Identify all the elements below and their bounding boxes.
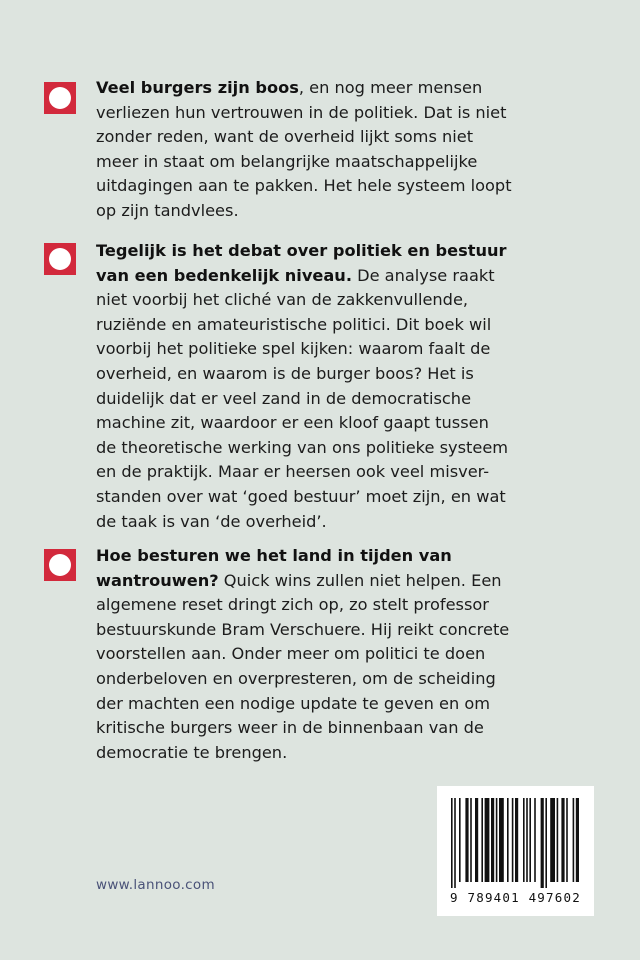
barcode-bar [459,798,461,882]
barcode-bar [523,798,525,882]
paragraph-3 [96,544,566,765]
text-line [96,239,566,264]
barcode-bar [557,798,559,882]
text-line [96,264,566,289]
paragraph-2 [96,239,566,534]
body-text: Quick wins zullen niet helpen. Een [218,570,502,590]
barcode-bar [541,798,544,888]
barcode-bar [512,798,514,882]
body-text: zonder reden, want de overheid lijkt soms niet [96,127,474,147]
barcode-bar [550,798,555,882]
barcode-bar [526,798,528,882]
text-line [96,544,566,569]
bold-lead-text: Tegelijk is het debat over politiek en bestuur [96,241,507,260]
bold-lead-text: van een bedenkelijk niveau. [96,265,352,285]
text-line [96,716,566,741]
barcode [437,786,594,916]
text-line [96,692,566,717]
text-line [96,387,566,412]
body-text: bestuurskunde Bram Verschuere. Hij reikt concrete [96,619,510,639]
isbn-number: 9 789401 497602 [450,890,581,905]
barcode-bar [465,798,468,882]
barcode-bar [496,798,498,882]
body-text: algemene reset dringt zich op, zo stelt professor [96,595,489,615]
text-line [96,174,566,199]
bold-lead-text: Hoe besturen we het land in tijden van [96,546,452,565]
body-text: overheid, en waarom is de burger boos? Het is [96,363,474,383]
barcode-bar [454,798,456,888]
text-line [96,593,566,618]
body-text: , en nog meer mensen [298,78,483,97]
paragraph-1 [96,76,566,224]
body-text: kritische burgers weer in de binnenbaan van de [96,718,484,738]
barcode-bar [566,798,568,882]
bold-lead-text: wantrouwen? [96,570,219,590]
text-line [96,411,566,436]
text-line [96,667,566,692]
barcode-bar [576,798,579,882]
barcode-bar [507,798,509,882]
text-line [96,337,566,362]
body-text: onderbeloven en overpresteren, om de scheiding [96,668,496,688]
text-line [96,569,566,594]
body-text: op zijn tandvlees. [96,200,239,220]
text-line [96,199,566,224]
text-line [96,642,566,667]
red-circle-bullet-icon [44,549,76,581]
barcode-bar [491,798,494,882]
barcode-bar [481,798,483,882]
body-text: duidelijk dat er veel zand in de democratische [96,388,472,408]
barcode-bar [499,798,504,882]
barcode-bar [561,798,564,882]
barcode-bar [545,798,547,888]
text-line [96,101,566,126]
body-text: voorbij het politieke spel kijken: waarom faalt de [96,339,491,359]
barcode-bar [515,798,518,882]
barcode-bar [451,798,453,888]
text-line [96,436,566,461]
body-text: niet voorbij het cliché van de zakkenvullende, [96,290,469,310]
text-line [96,485,566,510]
red-circle-bullet-icon [44,243,76,275]
barcode-bar [485,798,490,882]
text-line [96,313,566,338]
body-text: machine zit, waardoor er een kloof gaapt tussen [96,413,489,433]
barcode-bar [529,798,531,882]
text-line [96,288,566,313]
text-line [96,510,566,535]
text-line [96,125,566,150]
text-line [96,76,566,101]
barcode-bar [475,798,478,882]
body-text: De analyse raakt [351,265,495,285]
body-text: voorstellen aan. Onder meer om politici te doen [96,644,486,664]
body-text: standen over wat ‘goed bestuur’ moet zijn, en wat [96,486,506,506]
publisher-url[interactable]: www.lannoo.com [96,877,215,893]
barcode-bar [534,798,536,882]
red-circle-bullet-icon [44,82,76,114]
body-text: uitdagingen aan te pakken. Het hele systeem loopt [96,176,512,196]
body-text: der machten een nodige update te geven en om [96,693,491,713]
text-line [96,362,566,387]
text-line [96,741,566,766]
text-line [96,618,566,643]
barcode-bar [470,798,472,882]
body-text: de theoretische werking van ons politieke systeem [96,437,509,457]
body-text: meer in staat om belangrijke maatschappelijke [96,151,478,171]
body-text: de taak is van ‘de overheid’. [96,511,327,531]
text-line [96,460,566,485]
barcode-bars [449,798,582,888]
body-text: verliezen hun vertrouwen in de politiek. Dat is niet [96,102,507,122]
body-text: democratie te brengen. [96,742,288,762]
text-line [96,150,566,175]
bold-lead-text: Veel burgers zijn boos [96,78,299,97]
body-text: ruziënde en amateuristische politici. Dit boek wil [96,314,492,334]
barcode-bar [573,798,575,882]
body-text: en de praktijk. Maar er heersen ook veel misver- [96,462,490,482]
